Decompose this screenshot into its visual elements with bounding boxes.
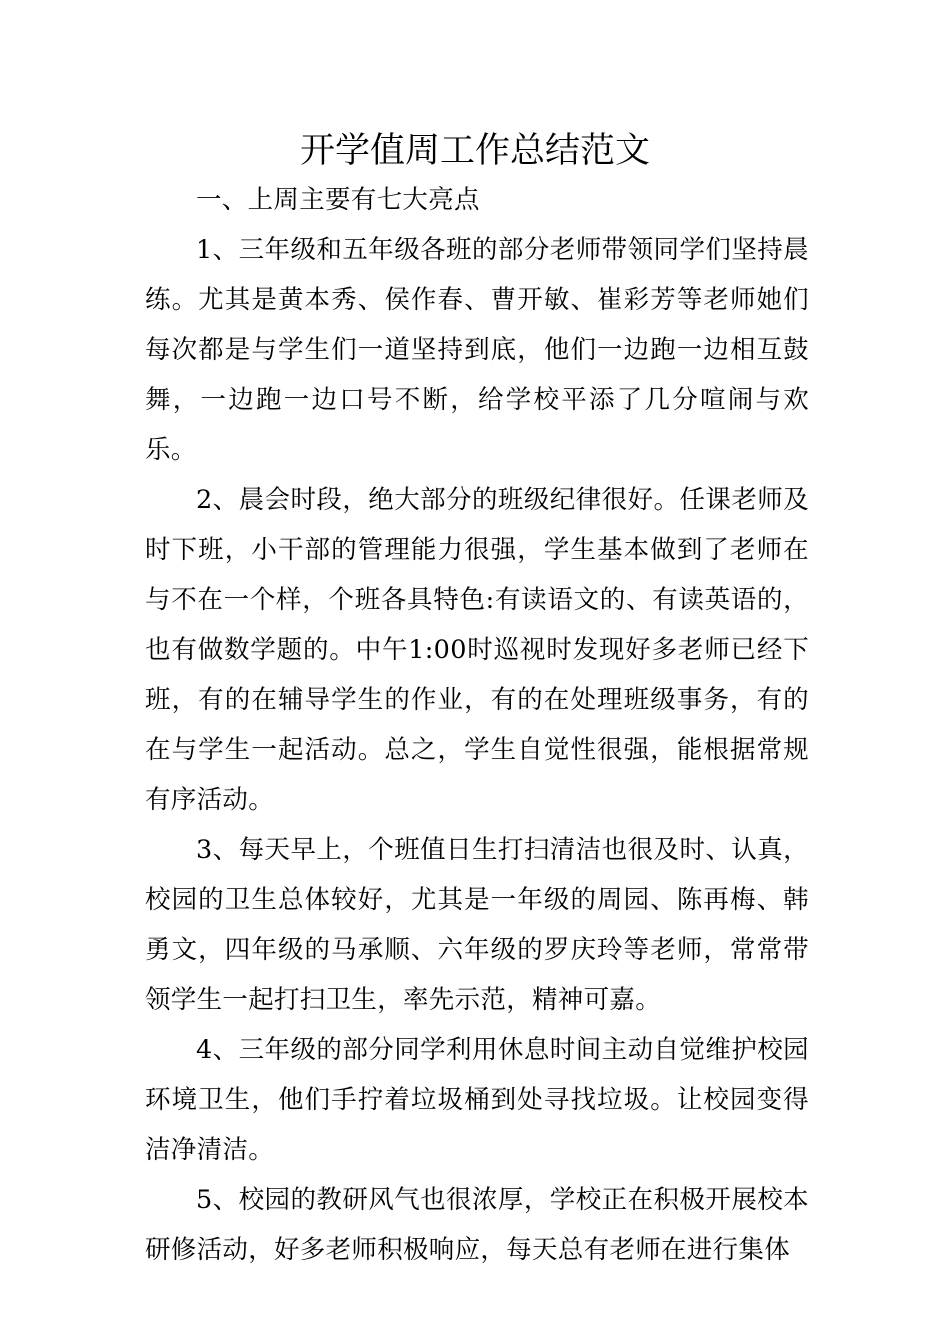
document-title: 开学值周工作总结范文 bbox=[299, 131, 650, 171]
paragraph-item-5: 5、校园的教研风气也很浓厚，学校正在积极开展校本研修活动，好多老师积极响应，每天总有老师在进行集体 bbox=[145, 1185, 809, 1265]
paragraph-heading: 一、上周主要有七大亮点 bbox=[196, 185, 480, 215]
paragraph-item-2: 2、晨会时段，绝大部分的班级纪律很好。任课老师及时下班，小干部的管理能力很强，学生基本做到了老师在与不在一个样，个班各具特色:有读语文的、有读英语的，也有做数学题的。中午1:00时巡视时发现好多老师已经下班，有的在辅导学生的作业，有的在处理班级事务，有的在与学生一起活动。总之，学生自觉性很强，能根据常规有序活动。 bbox=[145, 485, 809, 815]
paragraph-item-4: 4、三年级的部分同学利用休息时间主动自觉维护校园环境卫生，他们手拧着垃圾桶到处寻找垃圾。让校园变得洁净清洁。 bbox=[145, 1035, 809, 1165]
document-body bbox=[145, 175, 809, 1275]
paragraph-item-3: 3、每天早上，个班值日生打扫清洁也很及时、认真，校园的卫生总体较好，尤其是一年级的周园、陈再梅、韩勇文，四年级的马承顺、六年级的罗庆玲等老师，常常带领学生一起打扫卫生，率先示范，精神可嘉。 bbox=[145, 835, 809, 1015]
paragraph-item-1: 1、三年级和五年级各班的部分老师带领同学们坚持晨练。尤其是黄本秀、侯作春、曹开敏、崔彩芳等老师她们每次都是与学生们一道坚持到底，他们一边跑一边相互鼓舞，一边跑一边口号不断，给学校平添了几分喧闹与欢乐。 bbox=[145, 235, 809, 465]
